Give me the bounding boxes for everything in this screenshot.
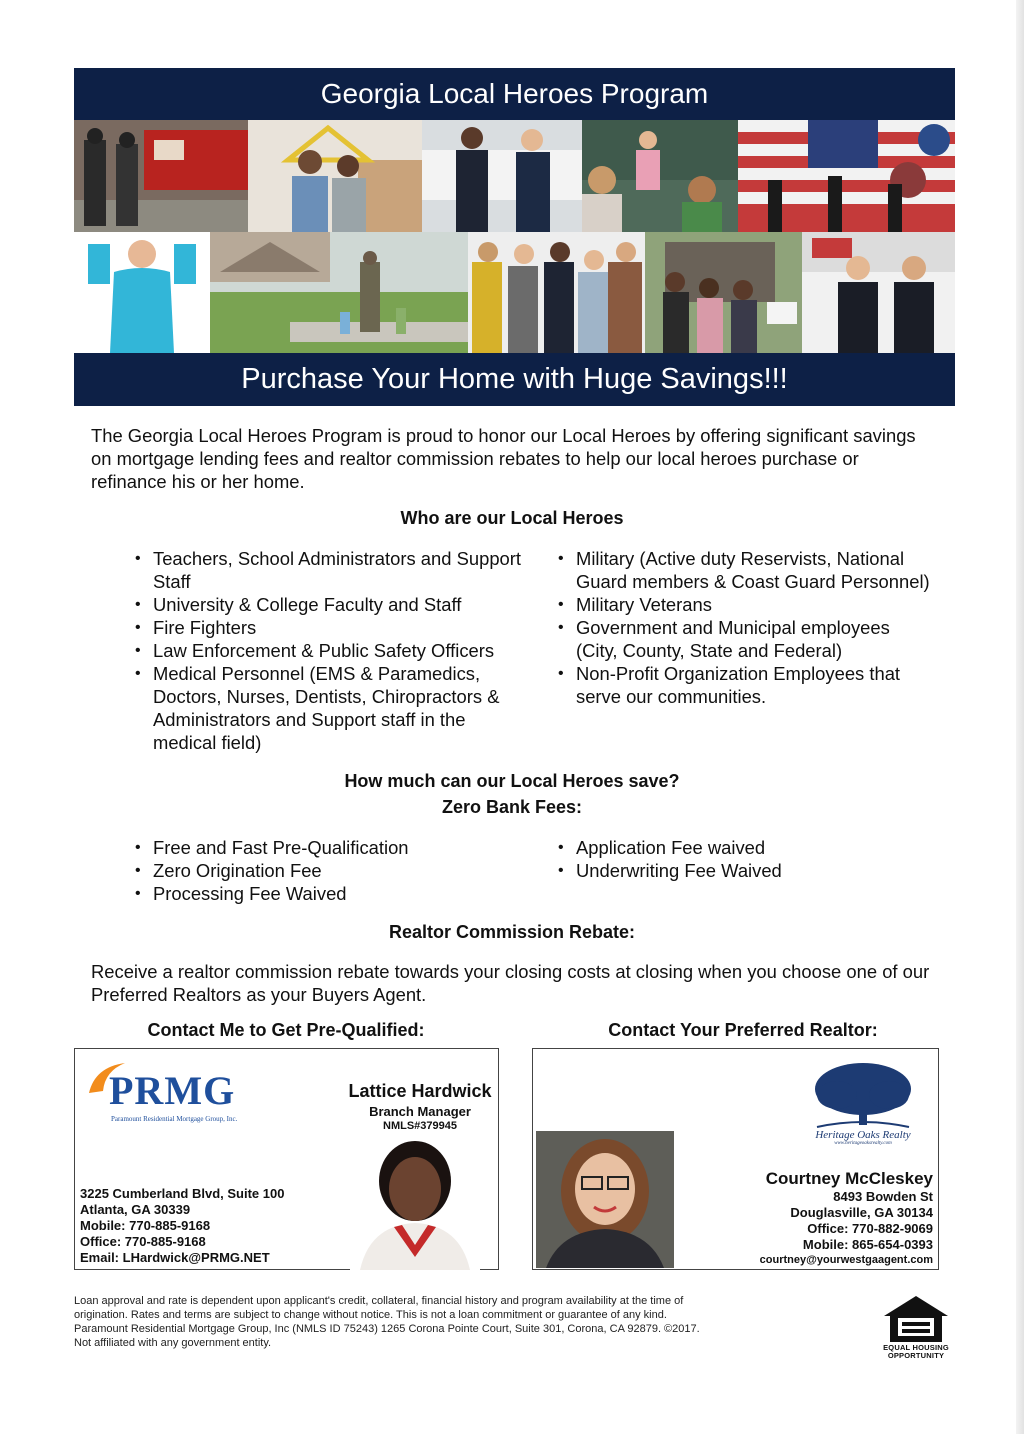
equal-housing-logo bbox=[880, 1294, 952, 1360]
lender-address-line1: 3225 Cumberland Blvd, Suite 100 bbox=[80, 1186, 285, 1201]
page-edge bbox=[1016, 0, 1024, 1434]
disclaimer-line: Loan approval and rate is dependent upon applicant's credit, collateral, financial history and program availability at the time of bbox=[74, 1295, 684, 1307]
heritage-url: www.heritageoaksrealty.com bbox=[834, 1141, 892, 1146]
disclaimer-line: origination. Rates and terms are subject to change without notice. This is not a loan commitment or guarantee of any kind. bbox=[74, 1309, 667, 1321]
eho-line2: OPPORTUNITY bbox=[887, 1351, 945, 1360]
savings-list-right bbox=[558, 836, 938, 882]
list-item: • Military Veterans bbox=[558, 593, 938, 616]
disclaimer-line: Not affiliated with any government entity. bbox=[74, 1337, 272, 1349]
lender-contact-block bbox=[80, 1186, 340, 1266]
program-title: Georgia Local Heroes Program bbox=[74, 68, 955, 120]
heritage-logo bbox=[803, 1059, 923, 1159]
equal-housing-icon bbox=[880, 1294, 952, 1344]
list-item: • Military (Active duty Reservists, National Guard members & Coast Guard Personnel) bbox=[558, 547, 938, 593]
list-item: • Teachers, School Administrators and Support Staff bbox=[135, 547, 535, 593]
lender-address-line2: Atlanta, GA 30339 bbox=[80, 1202, 191, 1217]
eho-line1: EQUAL HOUSING bbox=[883, 1343, 949, 1352]
savings-heading: How much can our Local Heroes save? bbox=[344, 771, 680, 791]
list-item: • Non-Profit Organization Employees that serve our communities. bbox=[558, 662, 928, 708]
disclaimer bbox=[74, 1294, 794, 1350]
prmg-tagline: Paramount Residential Mortgage Group, Inc. bbox=[111, 1115, 238, 1123]
realtor-address-line1: 8493 Bowden St bbox=[833, 1189, 933, 1204]
military-flag-photo bbox=[738, 120, 955, 232]
realtor-photo bbox=[536, 1131, 674, 1268]
lender-role: Branch Manager bbox=[369, 1104, 471, 1119]
heroes-heading: Who are our Local Heroes bbox=[400, 508, 624, 528]
soldier-family-photo bbox=[210, 232, 468, 353]
realtor-section-title: Contact Your Preferred Realtor: bbox=[608, 1020, 878, 1040]
home-buyers-photo bbox=[645, 232, 802, 353]
list-item: • Underwriting Fee Waived bbox=[558, 859, 938, 882]
heritage-wordmark: Heritage Oaks Realty bbox=[815, 1129, 911, 1141]
photo-collage bbox=[74, 120, 955, 353]
prmg-logo bbox=[85, 1057, 255, 1127]
realtor-email: courtney@yourwestgaagent.com bbox=[759, 1254, 933, 1266]
lender-photo bbox=[350, 1139, 480, 1270]
list-item: • Free and Fast Pre-Qualification bbox=[135, 836, 535, 859]
zero-fees-heading: Zero Bank Fees: bbox=[441, 797, 583, 817]
list-item: • Medical Personnel (EMS & Paramedics, Doctors, Nurses, Dentists, Chiropractors & Administrators and Support staff in the medical field) bbox=[135, 662, 520, 754]
realtor-card bbox=[532, 1048, 939, 1270]
heroes-list-right bbox=[558, 547, 938, 708]
list-item: • Law Enforcement & Public Safety Officers bbox=[135, 639, 535, 662]
realtor-contact-block bbox=[683, 1169, 933, 1267]
lender-nmls: NMLS#379945 bbox=[383, 1120, 457, 1132]
prmg-wordmark: PRMG bbox=[109, 1068, 236, 1113]
savings-list-left bbox=[135, 836, 535, 905]
realtor-address-line2: Douglasville, GA 30134 bbox=[790, 1205, 933, 1220]
firefighters-photo bbox=[74, 120, 248, 232]
nurse-photo bbox=[74, 232, 210, 353]
savings-banner: Purchase Your Home with Huge Savings!!! bbox=[74, 353, 955, 406]
intro-paragraph: The Georgia Local Heroes Program is proud to honor our Local Heroes by offering significant savings on mortgage lending fees and realtor commission rebates to help our local heroes purchase or refinance his or her home. bbox=[91, 425, 916, 492]
realtor-mobile: Mobile: 865-654-0393 bbox=[802, 1237, 933, 1252]
police-officers-photo bbox=[422, 120, 582, 232]
first-responders-photo bbox=[468, 232, 645, 353]
list-item: • Processing Fee Waived bbox=[135, 882, 535, 905]
lender-section-title: Contact Me to Get Pre-Qualified: bbox=[147, 1020, 425, 1040]
oak-tree-icon bbox=[803, 1059, 923, 1129]
list-item: • University & College Faculty and Staff bbox=[135, 593, 535, 616]
realtor-name: Courtney McCleskey bbox=[765, 1169, 933, 1188]
lender-name: Lattice Hardwick bbox=[348, 1081, 492, 1101]
lender-mobile: Mobile: 770-885-9168 bbox=[80, 1218, 211, 1233]
rebate-heading: Realtor Commission Rebate: bbox=[388, 922, 636, 942]
list-item: • Application Fee waived bbox=[558, 836, 938, 859]
rebate-paragraph: Receive a realtor commission rebate towards your closing costs at closing when you choose one of our Preferred Realtors as your Buyers Agent. bbox=[91, 961, 930, 1005]
lender-email: Email: LHardwick@PRMG.NET bbox=[80, 1250, 270, 1265]
classroom-photo bbox=[582, 120, 738, 232]
heroes-list-left bbox=[135, 547, 535, 754]
list-item: • Government and Municipal employees (City, County, State and Federal) bbox=[558, 616, 908, 662]
paramedics-photo bbox=[802, 232, 955, 353]
list-item: • Zero Origination Fee bbox=[135, 859, 535, 882]
list-item: • Fire Fighters bbox=[135, 616, 535, 639]
lender-office: Office: 770-885-9168 bbox=[80, 1234, 206, 1249]
lender-card bbox=[74, 1048, 499, 1270]
disclaimer-line: Paramount Residential Mortgage Group, Inc (NMLS ID 75243) 1265 Corona Pointe Court, Suite 301, Corona, CA 92879. ©2017. bbox=[74, 1323, 700, 1335]
couple-home-photo bbox=[248, 120, 422, 232]
realtor-office: Office: 770-882-9069 bbox=[807, 1221, 933, 1236]
